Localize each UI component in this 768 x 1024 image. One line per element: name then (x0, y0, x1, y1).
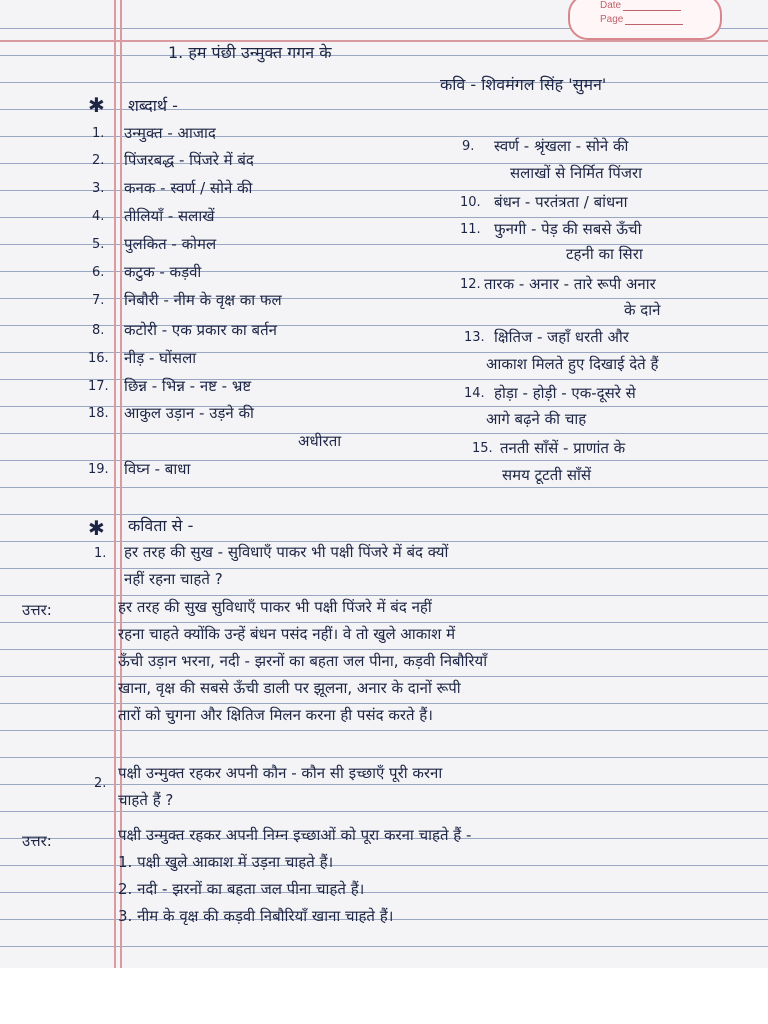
vocab-left-item: आकुल उड़ान - उड़ने की (124, 404, 254, 422)
vocab-right-item: स्वर्ण - श्रृंखला - सोने की (494, 137, 629, 155)
vocab-left-item: विघ्न - बाधा (124, 460, 191, 478)
vocab-left-item: कनक - स्वर्ण / सोने की (124, 179, 253, 197)
vocab-left-item: तीलियाँ - सलाखें (124, 207, 215, 225)
vocab-right-item: तारक - अनार - तारे रूपी अनार (484, 275, 656, 293)
vocab-right-num: 15. (472, 441, 493, 456)
vocab-left-item: कटोरी - एक प्रकार का बर्तन (124, 321, 277, 339)
answer-list-item: 3. नीम के वृक्ष की कड़वी निबौरियाँ खाना चाहते हैं। (118, 907, 394, 925)
vocab-right-item-cont: टहनी का सिरा (566, 245, 643, 263)
vocab-left-item: पुलकित - कोमल (124, 235, 217, 253)
page-bottom-blank (0, 968, 768, 1024)
answer-label: उत्तर: (22, 832, 52, 850)
vocab-right-item-cont: आकाश मिलते हुए दिखाई देते हैं (486, 355, 659, 373)
answer-list-item: 2. नदी - झरनों का बहता जल पीना चाहते हैं। (118, 880, 365, 898)
vocab-left-item: नीड़ - घोंसला (124, 349, 197, 367)
date-field: Date (600, 0, 681, 11)
question-line: चाहते हैं ? (118, 791, 174, 809)
vocab-right-num: 10. (460, 195, 481, 210)
question-number: 1. (94, 546, 107, 561)
date-page-badge (568, 0, 722, 40)
vocab-right-item-cont: के दाने (624, 301, 661, 319)
vocab-left-item: उन्मुक्त - आजाद (124, 124, 216, 142)
page-field: Page (600, 14, 683, 25)
vocab-right-item-cont: समय टूटती साँसें (502, 466, 592, 484)
vocab-right-item-cont: सलाखों से निर्मित पिंजरा (510, 164, 642, 182)
vocab-left-num: 19. (88, 462, 109, 477)
question-line: हर तरह की सुख - सुविधाएँ पाकर भी पक्षी पिंजरे में बंद क्यों (124, 543, 449, 561)
vocab-left-num: 4. (92, 209, 105, 224)
answer-list-item: 1. पक्षी खुले आकाश में उड़ना चाहते हैं। (118, 853, 334, 871)
vocab-left-num: 3. (92, 181, 105, 196)
vocab-left-num: 16. (88, 351, 109, 366)
vocab-right-item: क्षितिज - जहाँ धरती और (494, 328, 629, 346)
heading-bullet-star: ✱ (88, 93, 105, 117)
vocab-right-num: 9. (462, 139, 475, 154)
vocab-left-num: 7. (92, 293, 105, 308)
answer-label: उत्तर: (22, 601, 52, 619)
vocab-left-num: 6. (92, 265, 105, 280)
question-number: 2. (94, 776, 107, 791)
vocab-right-num: 13. (464, 330, 485, 345)
vocab-right-num: 12. (460, 277, 481, 292)
vocab-right-item-cont: आगे बढ़ने की चाह (486, 410, 587, 428)
poet-name: कवि - शिवमंगल सिंह 'सुमन' (440, 75, 607, 94)
vocab-right-num: 11. (460, 222, 481, 237)
answer-line: रहना चाहते क्योंकि उन्हें बंधन पसंद नहीं। वे तो खुले आकाश में (118, 625, 456, 643)
vocab-left-num: 1. (92, 126, 105, 141)
vocab-right-item: होड़ा - होड़ी - एक-दूसरे से (494, 384, 636, 402)
answer-line: हर तरह की सुख सुविधाएँ पाकर भी पक्षी पिंजरे में बंद नहीं (118, 598, 432, 616)
chapter-title: 1. हम पंछी उन्मुक्त गगन के (168, 43, 332, 62)
vocab-left-item: छिन्न - भिन्न - नष्ट - भ्रष्ट (124, 377, 252, 395)
answer-line: ऊँची उड़ान भरना, नदी - झरनों का बहता जल पीना, कड़वी निबौरियाँ (118, 652, 488, 670)
vocab-left-num: 18. (88, 406, 109, 421)
vocab-left-item: पिंजरबद्ध - पिंजरे में बंद (124, 151, 254, 169)
vocab-right-item: बंधन - परतंत्रता / बांधना (494, 193, 628, 211)
vocab-left-num: 5. (92, 237, 105, 252)
vocab-heading: शब्दार्थ - (128, 96, 178, 115)
vocab-left-num: 8. (92, 323, 105, 338)
vocab-left-num: 17. (88, 379, 109, 394)
question-line: नहीं रहना चाहते ? (124, 570, 223, 588)
qa-heading: कविता से - (128, 516, 194, 535)
answer-line: तारों को चुगना और क्षितिज मिलन करना ही पसंद करते हैं। (118, 706, 433, 724)
vocab-left-item-cont: अधीरता (298, 432, 342, 450)
heading-bullet-star: ✱ (88, 516, 105, 540)
vocab-left-item: कटुक - कड़वी (124, 263, 202, 281)
vocab-left-num: 2. (92, 153, 105, 168)
answer-line: पक्षी उन्मुक्त रहकर अपनी निम्न इच्छाओं को पूरा करना चाहते हैं - (118, 826, 472, 844)
answer-line: खाना, वृक्ष की सबसे ऊँची डाली पर झूलना, अनार के दानों रूपी (118, 679, 461, 697)
left-margin-line (114, 0, 116, 968)
vocab-right-item: फुनगी - पेड़ की सबसे ऊँची (494, 220, 642, 238)
vocab-right-item: तनती साँसें - प्राणांत के (500, 439, 626, 457)
vocab-right-num: 14. (464, 386, 485, 401)
left-margin-line-inner (120, 0, 122, 968)
vocab-left-item: निबौरी - नीम के वृक्ष का फल (124, 291, 282, 309)
question-line: पक्षी उन्मुक्त रहकर अपनी कौन - कौन सी इच्छाएँ पूरी करना (118, 764, 443, 782)
